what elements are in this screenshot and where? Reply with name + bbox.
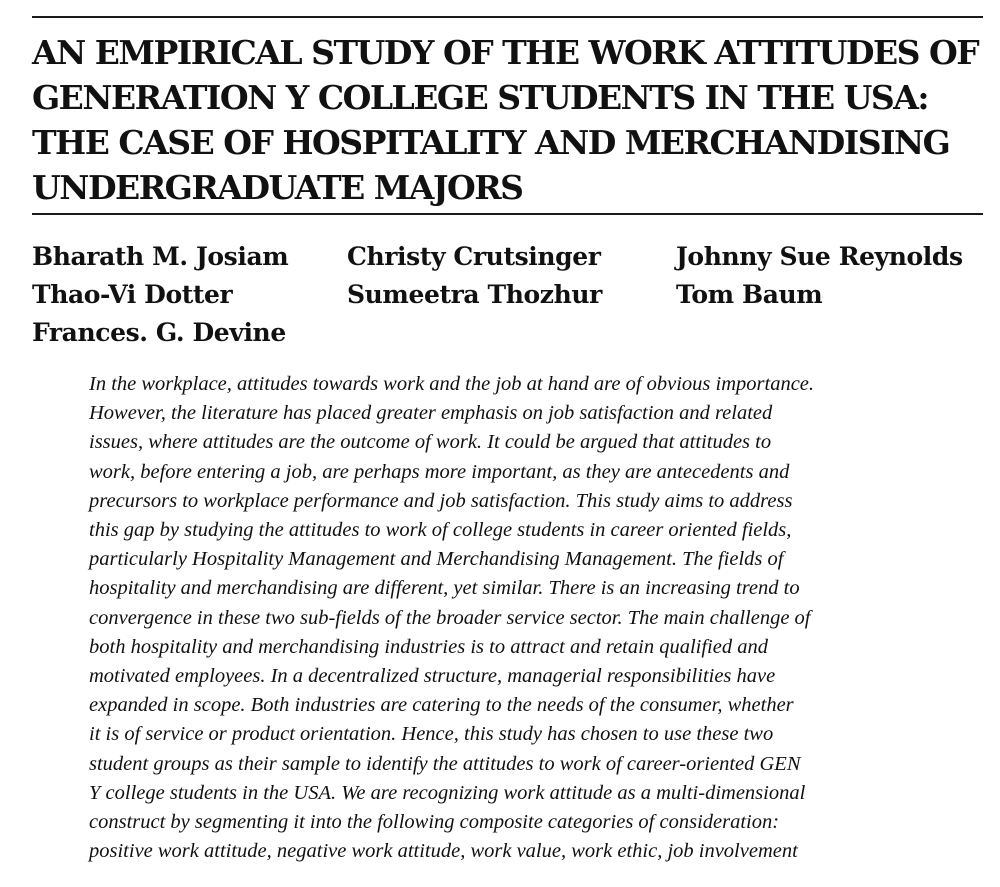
abstract-line: both hospitality and merchandising industries is to attract and retain qualified and bbox=[89, 635, 768, 658]
author-name: Frances. G. Devine bbox=[32, 318, 286, 347]
abstract-line: positive work attitude, negative work attitude, work value, work ethic, job involvement bbox=[89, 840, 798, 863]
abstract-line: motivated employees. In a decentralized structure, managerial responsibilities have bbox=[89, 665, 776, 688]
abstract-line: precursors to workplace performance and job satisfaction. This study aims to address bbox=[89, 489, 793, 512]
author-name: Tom Baum bbox=[676, 280, 823, 309]
abstract bbox=[89, 370, 939, 866]
authors-column-2 bbox=[347, 238, 602, 314]
authors-column-3 bbox=[676, 238, 963, 314]
abstract-line: issues, where attitudes are the outcome of work. It could be argued that attitudes to bbox=[89, 431, 772, 454]
top-rule bbox=[32, 16, 983, 18]
author-name: Christy Crutsinger bbox=[347, 242, 601, 271]
author-name: Johnny Sue Reynolds bbox=[676, 242, 963, 271]
abstract-line: hospitality and merchandising are different, yet similar. There is an increasing trend to bbox=[89, 577, 800, 600]
bottom-rule bbox=[32, 213, 983, 215]
authors-column-1 bbox=[32, 238, 288, 352]
abstract-line: convergence in these two sub-fields of the broader service sector. The main challenge of bbox=[89, 606, 811, 629]
author-name: Thao-Vi Dotter bbox=[32, 280, 233, 309]
abstract-line: However, the literature has placed greater emphasis on job satisfaction and related bbox=[89, 402, 773, 425]
title-line: UNDERGRADUATE MAJORS bbox=[32, 168, 523, 207]
author-name: Sumeetra Thozhur bbox=[347, 280, 602, 309]
abstract-line: this gap by studying the attitudes to work of college students in career oriented fields, bbox=[89, 519, 792, 542]
author-name: Bharath M. Josiam bbox=[32, 242, 289, 271]
title-line: GENERATION Y COLLEGE STUDENTS IN THE USA: bbox=[32, 78, 929, 117]
title-line: AN EMPIRICAL STUDY OF THE WORK ATTITUDES OF bbox=[32, 33, 979, 72]
abstract-line: Y college students in the USA. We are recognizing work attitude as a multi-dimensional bbox=[89, 781, 806, 804]
title-line: THE CASE OF HOSPITALITY AND MERCHANDISING bbox=[32, 123, 950, 162]
abstract-line: it is of service or product orientation. Hence, this study has chosen to use these two bbox=[89, 723, 774, 746]
paper-title bbox=[32, 30, 992, 210]
abstract-line: In the workplace, attitudes towards work and the job at hand are of obvious importance. bbox=[89, 373, 815, 395]
abstract-line: particularly Hospitality Management and Merchandising Management. The fields of bbox=[89, 548, 784, 571]
abstract-line: construct by segmenting it into the following composite categories of consideration: bbox=[89, 811, 780, 834]
abstract-line: student groups as their sample to identify the attitudes to work of career-oriented GEN bbox=[89, 752, 801, 775]
abstract-line: expanded in scope. Both industries are catering to the needs of the consumer, whether bbox=[89, 694, 794, 717]
abstract-line: work, before entering a job, are perhaps more important, as they are antecedents and bbox=[89, 460, 790, 483]
